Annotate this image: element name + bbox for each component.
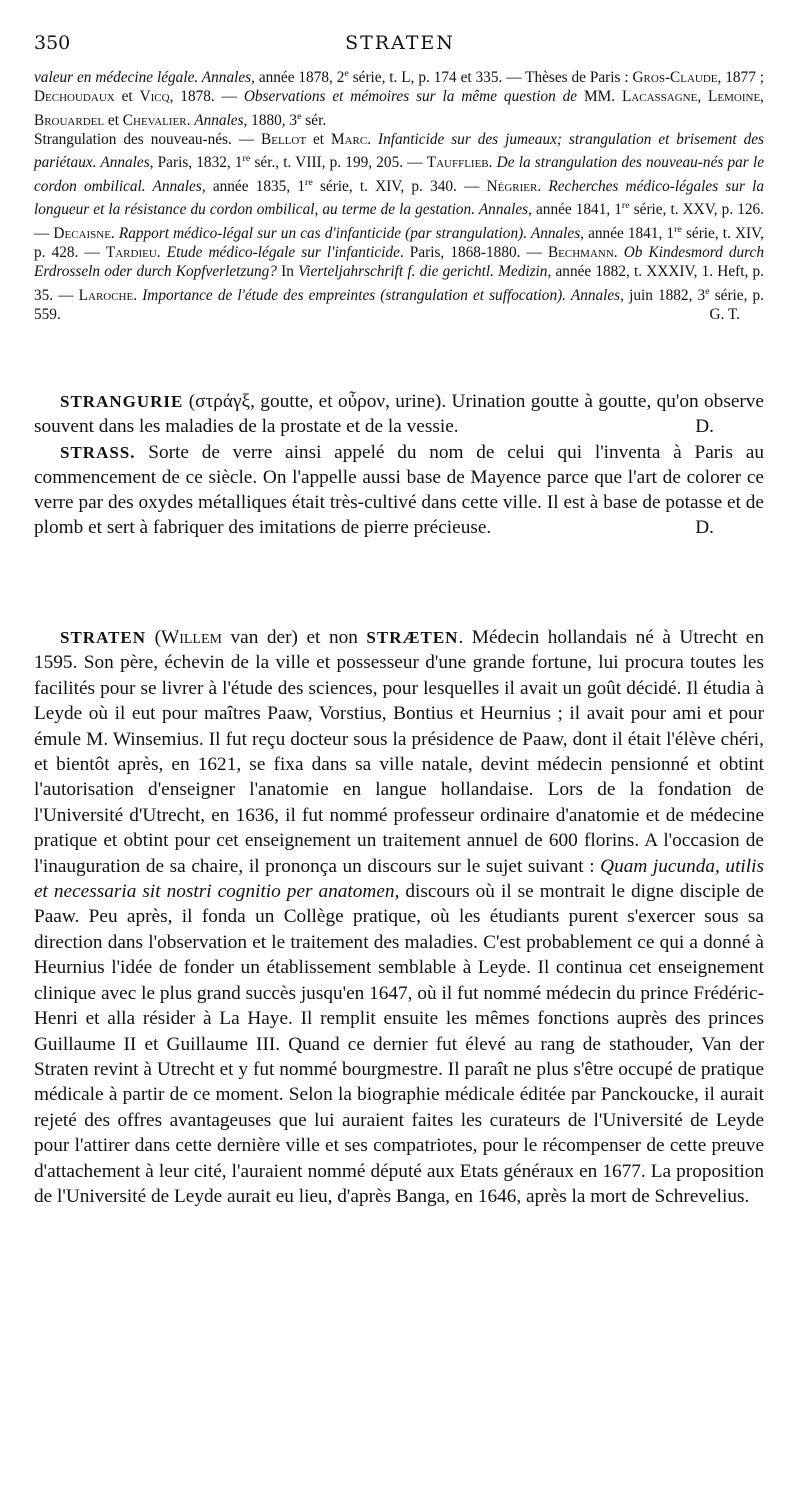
text-run: e xyxy=(344,68,349,79)
page-number: 350 xyxy=(34,32,71,54)
text-run: van der) et non xyxy=(221,627,367,648)
text-run: , 1880, 3 xyxy=(243,111,298,129)
text-run: Dechoudaux xyxy=(34,88,115,106)
text-run: Marc xyxy=(331,131,368,149)
text-run: STRÆTEN xyxy=(366,628,459,647)
text-run: , année 1882, t. XXXIV, 1. Heft, p. 35. — xyxy=(34,263,764,304)
author-signature: G. T. xyxy=(709,305,740,323)
text-run: , année 1841, 1 xyxy=(528,201,622,219)
text-run: série, t. L, p. 174 et 335. — Thèses de Paris : xyxy=(348,69,633,87)
text-run: In xyxy=(276,263,299,281)
text-run: . xyxy=(110,224,119,242)
text-run: , année 1878, 2 xyxy=(251,69,345,87)
author-signature: D. xyxy=(695,416,714,437)
entry-text xyxy=(34,627,764,1207)
text-run: série, t. XIV, p. 340. — xyxy=(312,177,487,195)
text-run: Rapport médico-légal sur un cas d'infanticide (par strangulation). Annales xyxy=(118,224,581,242)
text-run: Bechmann xyxy=(547,243,614,261)
text-run: Gros-Claude xyxy=(632,69,718,87)
text-run: e xyxy=(297,110,302,122)
text-run: , discours où il se montrait le digne disciple de Paaw. Peu après, il fonda un Collège pratique, où les étudiants purent s'exercer sous sa direction dans l'observation et le traitement des maladies. C'est probablement ce qui a donné à Heurnius l'idée de fonder un établissement semblable à Leyde. Il continua cet enseignement clinique avec le plus grand succès jusqu'en 1647, où il fut nommé médecin du prince Frédéric-Henri et alla résider à La Haye. Il remplit ensuite les mêmes fonctions auprès des princes Guillaume II et Guillaume III. Quand ce dernier fut élevé au rang de stathouder, Van der Straten revint à Utrecht et y fut nommé bourgmestre. Il paraît ne plus s'être occupé de pratique médicale à partir de ce moment. Selon la biographie médicale éditée par Panckoucke, il aurait rejeté des offres avantageuses que lui auraient faites les curateurs de l'Université de Leyde pour l'attirer dans cette dernière ville et ses compatriotes, pour le récompenser de cette preuve d'attachement à leur cité, l'auraient nommé député aux Etats généraux en 1677. La proposition de l'Université de Leyde aurait eu lieu, d'après Banga, en 1646, après la mort de Schrevelius. xyxy=(34,881,764,1207)
entry-text: Sorte de verre ainsi appelé du nom de celui qui l'inventa à Paris au commencement de ce siècle. On l'appelle aussi base de Mayence parce que l'art de colorer ce verre par des oxydes métalliques était très-cultivé dans cette ville. Il est à base de potasse et de plomb et sert à fabriquer des imitations de pierre précieuse. xyxy=(34,442,764,538)
bibliography-paragraph-2 xyxy=(34,130,764,324)
text-run: , xyxy=(760,88,764,106)
entry-strangurie xyxy=(34,389,764,439)
text-run: . Médecin hollandais né à Utrecht en 1595. Son père, échevin de la ville et possesseur d'une grande fortune, lui procura toutes les facilités pour se livrer à l'étude des sciences, pour lesquelles il avait un goût décidé. Il étudia à Leyde où il eut pour maîtres Paaw, Vorstius, Bontius et Heurnius ; il avait pour ami et pour émule M. Winsemius. Il fut reçu docteur sous la présidence de Paaw, dont il était l'élève chéri, et bientôt après, en 1621, se fixa dans sa ville natale, devint médecin pensionné et obtint l'autorisation d'enseigner l'anatomie en langue hollandaise. Lors de la fondation de l'Université d'Utrecht, en 1636, il fut nommé professeur ordinaire d'anatomie et de médecine pratique et obtint pour cet enseignement un traitement annuel de 600 florins. A l'occasion de l'inauguration de sa chaire, il prononça un discours sur le sujet suivant : xyxy=(34,627,764,877)
text-run: Strangulation des nouveau-nés. — xyxy=(34,131,262,149)
text-run: Observations et mémoires sur la même question de xyxy=(243,88,578,106)
text-run: Etude médico-légale sur l'infanticide xyxy=(166,243,400,261)
bibliography-paragraph-1 xyxy=(34,64,764,130)
text-run: . xyxy=(156,243,167,261)
text-run: Recherches médico-légales sur la longueur et la résistance du cordon ombilical, au terme de la gestation. Annales xyxy=(34,177,765,219)
text-run: Vicq xyxy=(139,88,170,106)
text-run: Chevalier xyxy=(122,111,187,129)
text-run: , Paris, 1832, 1 xyxy=(149,154,243,172)
text-run: . xyxy=(613,243,624,261)
running-header xyxy=(34,32,766,56)
text-run: , année 1841, 1 xyxy=(580,224,675,242)
text-run: re xyxy=(674,223,682,235)
text-run: série, p. 559. xyxy=(34,286,764,323)
text-run: série, t. XXV, p. 126. — xyxy=(34,201,764,242)
text-run: , année 1835, 1 xyxy=(201,177,306,195)
bibliography-block xyxy=(34,64,764,324)
entry-strass xyxy=(34,440,764,540)
author-signature: D. xyxy=(695,517,714,538)
headword-straten: STRATEN xyxy=(60,628,147,647)
text-run: Brouardel xyxy=(34,111,105,129)
text-run: sér., t. VIII, p. 199, 205. — xyxy=(250,154,427,172)
text-run: Decaisne xyxy=(53,224,111,242)
text-run: Vierteljahrschrift f. die gerichtl. Medizin xyxy=(298,263,548,281)
text-run: Lacassagne xyxy=(621,88,698,106)
text-run: et xyxy=(306,131,331,149)
text-run: et xyxy=(114,88,140,106)
text-run: et xyxy=(104,111,123,129)
running-title: STRATEN xyxy=(345,32,455,54)
text-run: . xyxy=(488,154,497,172)
text-run: série, t. XIV, p. 428. — xyxy=(34,224,765,261)
text-run: De la strangulation des nouveau-nés par le cordon ombilical. Annales xyxy=(34,154,764,195)
text-run: . xyxy=(133,286,143,304)
entry-straten xyxy=(34,625,764,1209)
text-run: re xyxy=(305,176,313,188)
text-run: , xyxy=(697,88,709,106)
text-run: , 1878. — xyxy=(169,88,244,106)
text-run: ( xyxy=(146,627,162,648)
text-run: , juin 1882, 3 xyxy=(620,286,706,304)
text-run: Laroche xyxy=(78,286,134,304)
text-run: , 1877 ; xyxy=(717,69,764,87)
text-run: Ob Kindesmord durch Erdrosseln oder durch Kopfverletzung? xyxy=(34,243,764,281)
text-run: Infanticide sur des jumeaux; strangulation et brisement des pariétaux. Annales xyxy=(34,131,764,172)
text-run: . xyxy=(367,131,379,149)
text-run: Bellot xyxy=(261,131,307,149)
text-run: Négrier xyxy=(486,177,538,195)
text-run: Willem xyxy=(161,627,222,648)
text-run: Tardieu xyxy=(105,243,157,261)
text-run: MM. xyxy=(577,88,622,106)
text-run: re xyxy=(621,200,630,212)
entry-text: (στράγξ, goutte, et οὖρον, urine). Urination goutte à goutte, qu'on observe souvent dans les maladies de la prostate et de la vessie. xyxy=(34,391,764,437)
text-run: Importance de l'étude des empreintes (strangulation et suffocation). Annales xyxy=(142,286,621,304)
text-run: e xyxy=(705,285,710,297)
text-run: Quam jucunda, utilis et necessaria sit nostri cognitio per anatomen xyxy=(34,855,765,903)
text-run: valeur en médecine légale. Annales xyxy=(34,69,252,87)
text-run: . Paris, 1868-1880. — xyxy=(399,243,548,261)
text-run: . xyxy=(186,111,195,129)
text-run: Annales xyxy=(194,111,244,129)
headword-strangurie: STRANGURIE xyxy=(60,392,184,411)
headword-strass: STRASS. xyxy=(60,443,136,462)
text-run: Tauffliеb xyxy=(426,154,489,172)
text-run: re xyxy=(242,153,251,165)
text-run: . xyxy=(537,177,549,195)
text-run: Lemoine xyxy=(708,88,761,106)
text-run: sér. xyxy=(301,111,327,129)
